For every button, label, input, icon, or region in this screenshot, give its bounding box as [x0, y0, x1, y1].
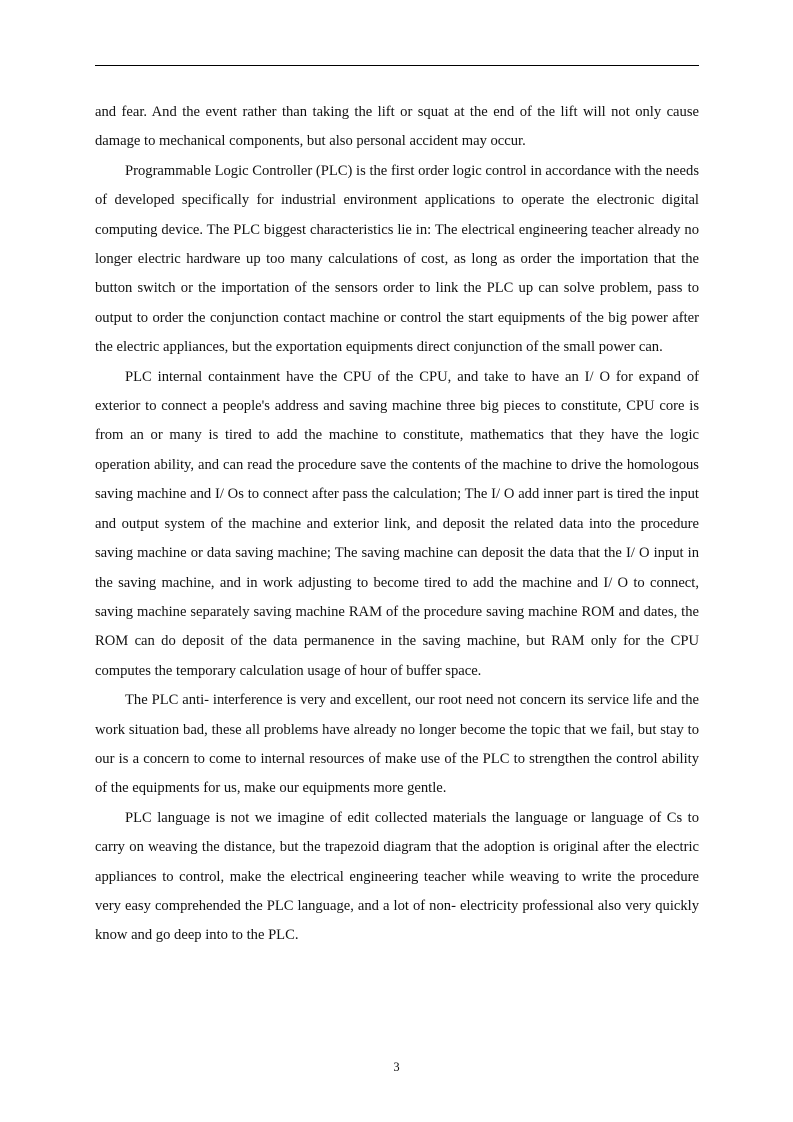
- paragraph-1: and fear. And the event rather than taking the lift or squat at the end of the lift will not only cause damage to mechanical components, but also personal accident may occur.: [95, 104, 699, 150]
- paragraph-3: PLC internal containment have the CPU of the CPU, and take to have an I/ O for expand of exterior to connect a people's address and saving machine three big pieces to constitute, CPU core is from an or many is tired to add the machine to constitute, mathematics that they have the logic operation ability, and can read the procedure save the contents of the machine to drive the homologous saving machine and I/ Os to connect after pass the calculation; The I/ O add inner part is tired the input and output system of the machine and exterior link, and deposit the related data into the procedure saving machine or data saving machine; The saving machine can deposit the data that the I/ O input in the saving machine, and in work adjusting to become tired to add the machine and I/ O to connect, saving machine separately saving machine RAM of the procedure saving machine ROM and dates, the ROM can do deposit of the data permanence in the saving machine, but RAM only for the CPU computes the temporary calculation usage of hour of buffer space.: [95, 368, 699, 679]
- page-body: [95, 98, 699, 951]
- paragraph-5: PLC language is not we imagine of edit collected materials the language or language of Cs to carry on weaving the distance, but the trapezoid diagram that the adoption is original after the electric appliances to control, make the electrical engineering teacher while weaving to write the procedure very easy comprehended the PLC language, and a lot of non- electricity professional also very quickly know and go deep into to the PLC.: [95, 809, 699, 944]
- paragraph-2: Programmable Logic Controller (PLC) is the first order logic control in accordance with the needs of developed specifically for industrial environment applications to operate the electronic digital computing device. The PLC biggest characteristics lie in: The electrical engineering teacher already no longer electric hardware up too many calculations of cost, as long as order the importation that the button switch or the importation of the sensors order to link the PLC up can solve problem, pass to output to order the conjunction contact machine or control the start equipments of the big power after the electric appliances, but the exportation equipments direct conjunction of the small power can.: [95, 162, 699, 356]
- page-number: 3: [393, 1060, 400, 1074]
- paragraph-4: The PLC anti- interference is very and excellent, our root need not concern its service life and the work situation bad, these all problems have already no longer become the topic that we fail, but stay to our is a concern to come to internal resources of make use of the PLC to strengthen the control ability of the equipments for us, make our equipments more gentle.: [95, 692, 699, 797]
- header-rule: [95, 65, 699, 66]
